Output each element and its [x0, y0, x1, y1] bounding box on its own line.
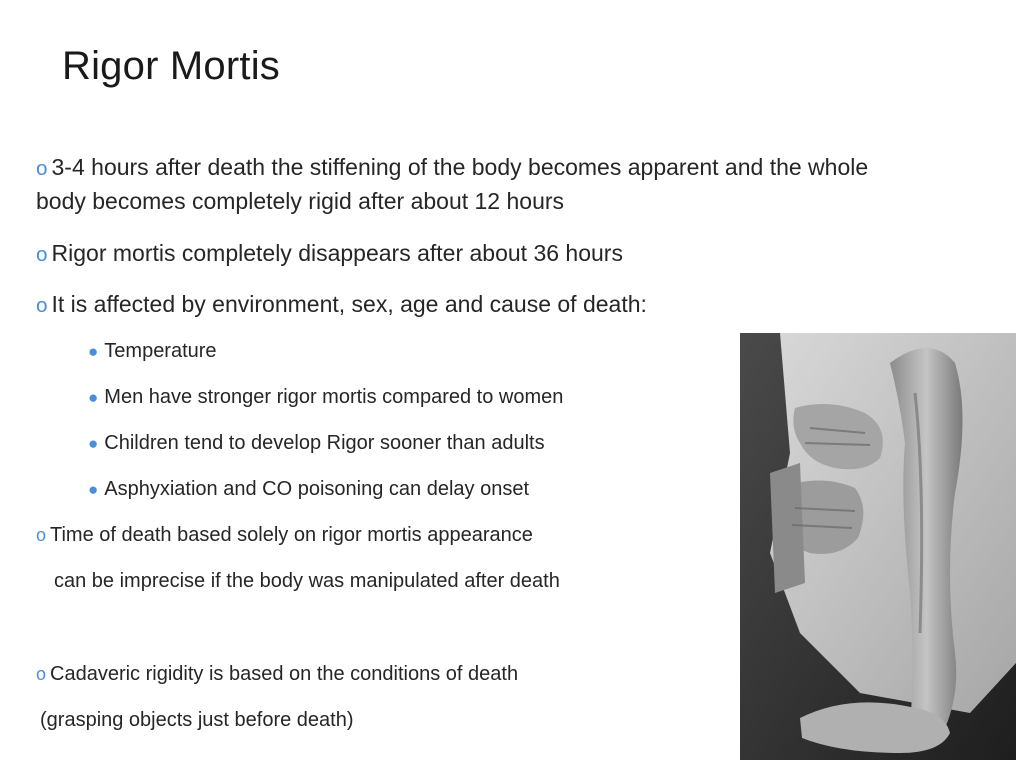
sub-bullet-3-text: Children tend to develop Rigor sooner than adults [104, 432, 545, 454]
sub-bullet-1 [88, 340, 217, 363]
bullet-5-line-2: (grasping objects just before death) [40, 709, 354, 731]
sub-bullet-4-text: Asphyxiation and CO poisoning can delay onset [104, 478, 529, 500]
hollow-bullet-icon: o [36, 157, 48, 180]
bullet-2-text: Rigor mortis completely disappears after about 36 hours [51, 240, 623, 266]
sub-bullet-1-text: Temperature [104, 340, 217, 362]
bullet-2 [36, 240, 623, 267]
rigor-mortis-photo [740, 333, 1016, 760]
hollow-bullet-icon: o [36, 294, 48, 317]
hollow-bullet-icon: o [36, 243, 48, 266]
bullet-3 [36, 291, 647, 318]
dot-bullet-icon: ● [88, 342, 99, 361]
bullet-5-line-1 [36, 663, 518, 686]
bullet-1-text: 3-4 hours after death the stiffening of the body becomes apparent and the whole [51, 154, 869, 180]
sub-bullet-3 [88, 432, 545, 455]
dot-bullet-icon: ● [88, 434, 99, 453]
bullet-1-line-1 [36, 154, 868, 181]
sub-bullet-4 [88, 478, 529, 501]
bullet-4-line-2: can be imprecise if the body was manipulated after death [54, 570, 560, 592]
bullet-1-line-2: body becomes completely rigid after about 12 hours [36, 188, 565, 214]
hollow-bullet-icon: o [36, 664, 47, 684]
slide-title: Rigor Mortis [62, 44, 280, 88]
bullet-5-text: Cadaveric rigidity is based on the conditions of death [50, 663, 519, 685]
bullet-4-text: Time of death based solely on rigor mortis appearance [50, 524, 533, 546]
bullet-3-text: It is affected by environment, sex, age and cause of death: [51, 291, 647, 317]
hollow-bullet-icon: o [36, 525, 47, 545]
dot-bullet-icon: ● [88, 480, 99, 499]
sub-bullet-2-text: Men have stronger rigor mortis compared to women [104, 386, 564, 408]
sub-bullet-2 [88, 386, 563, 409]
dot-bullet-icon: ● [88, 388, 99, 407]
bullet-4-line-1 [36, 524, 533, 547]
